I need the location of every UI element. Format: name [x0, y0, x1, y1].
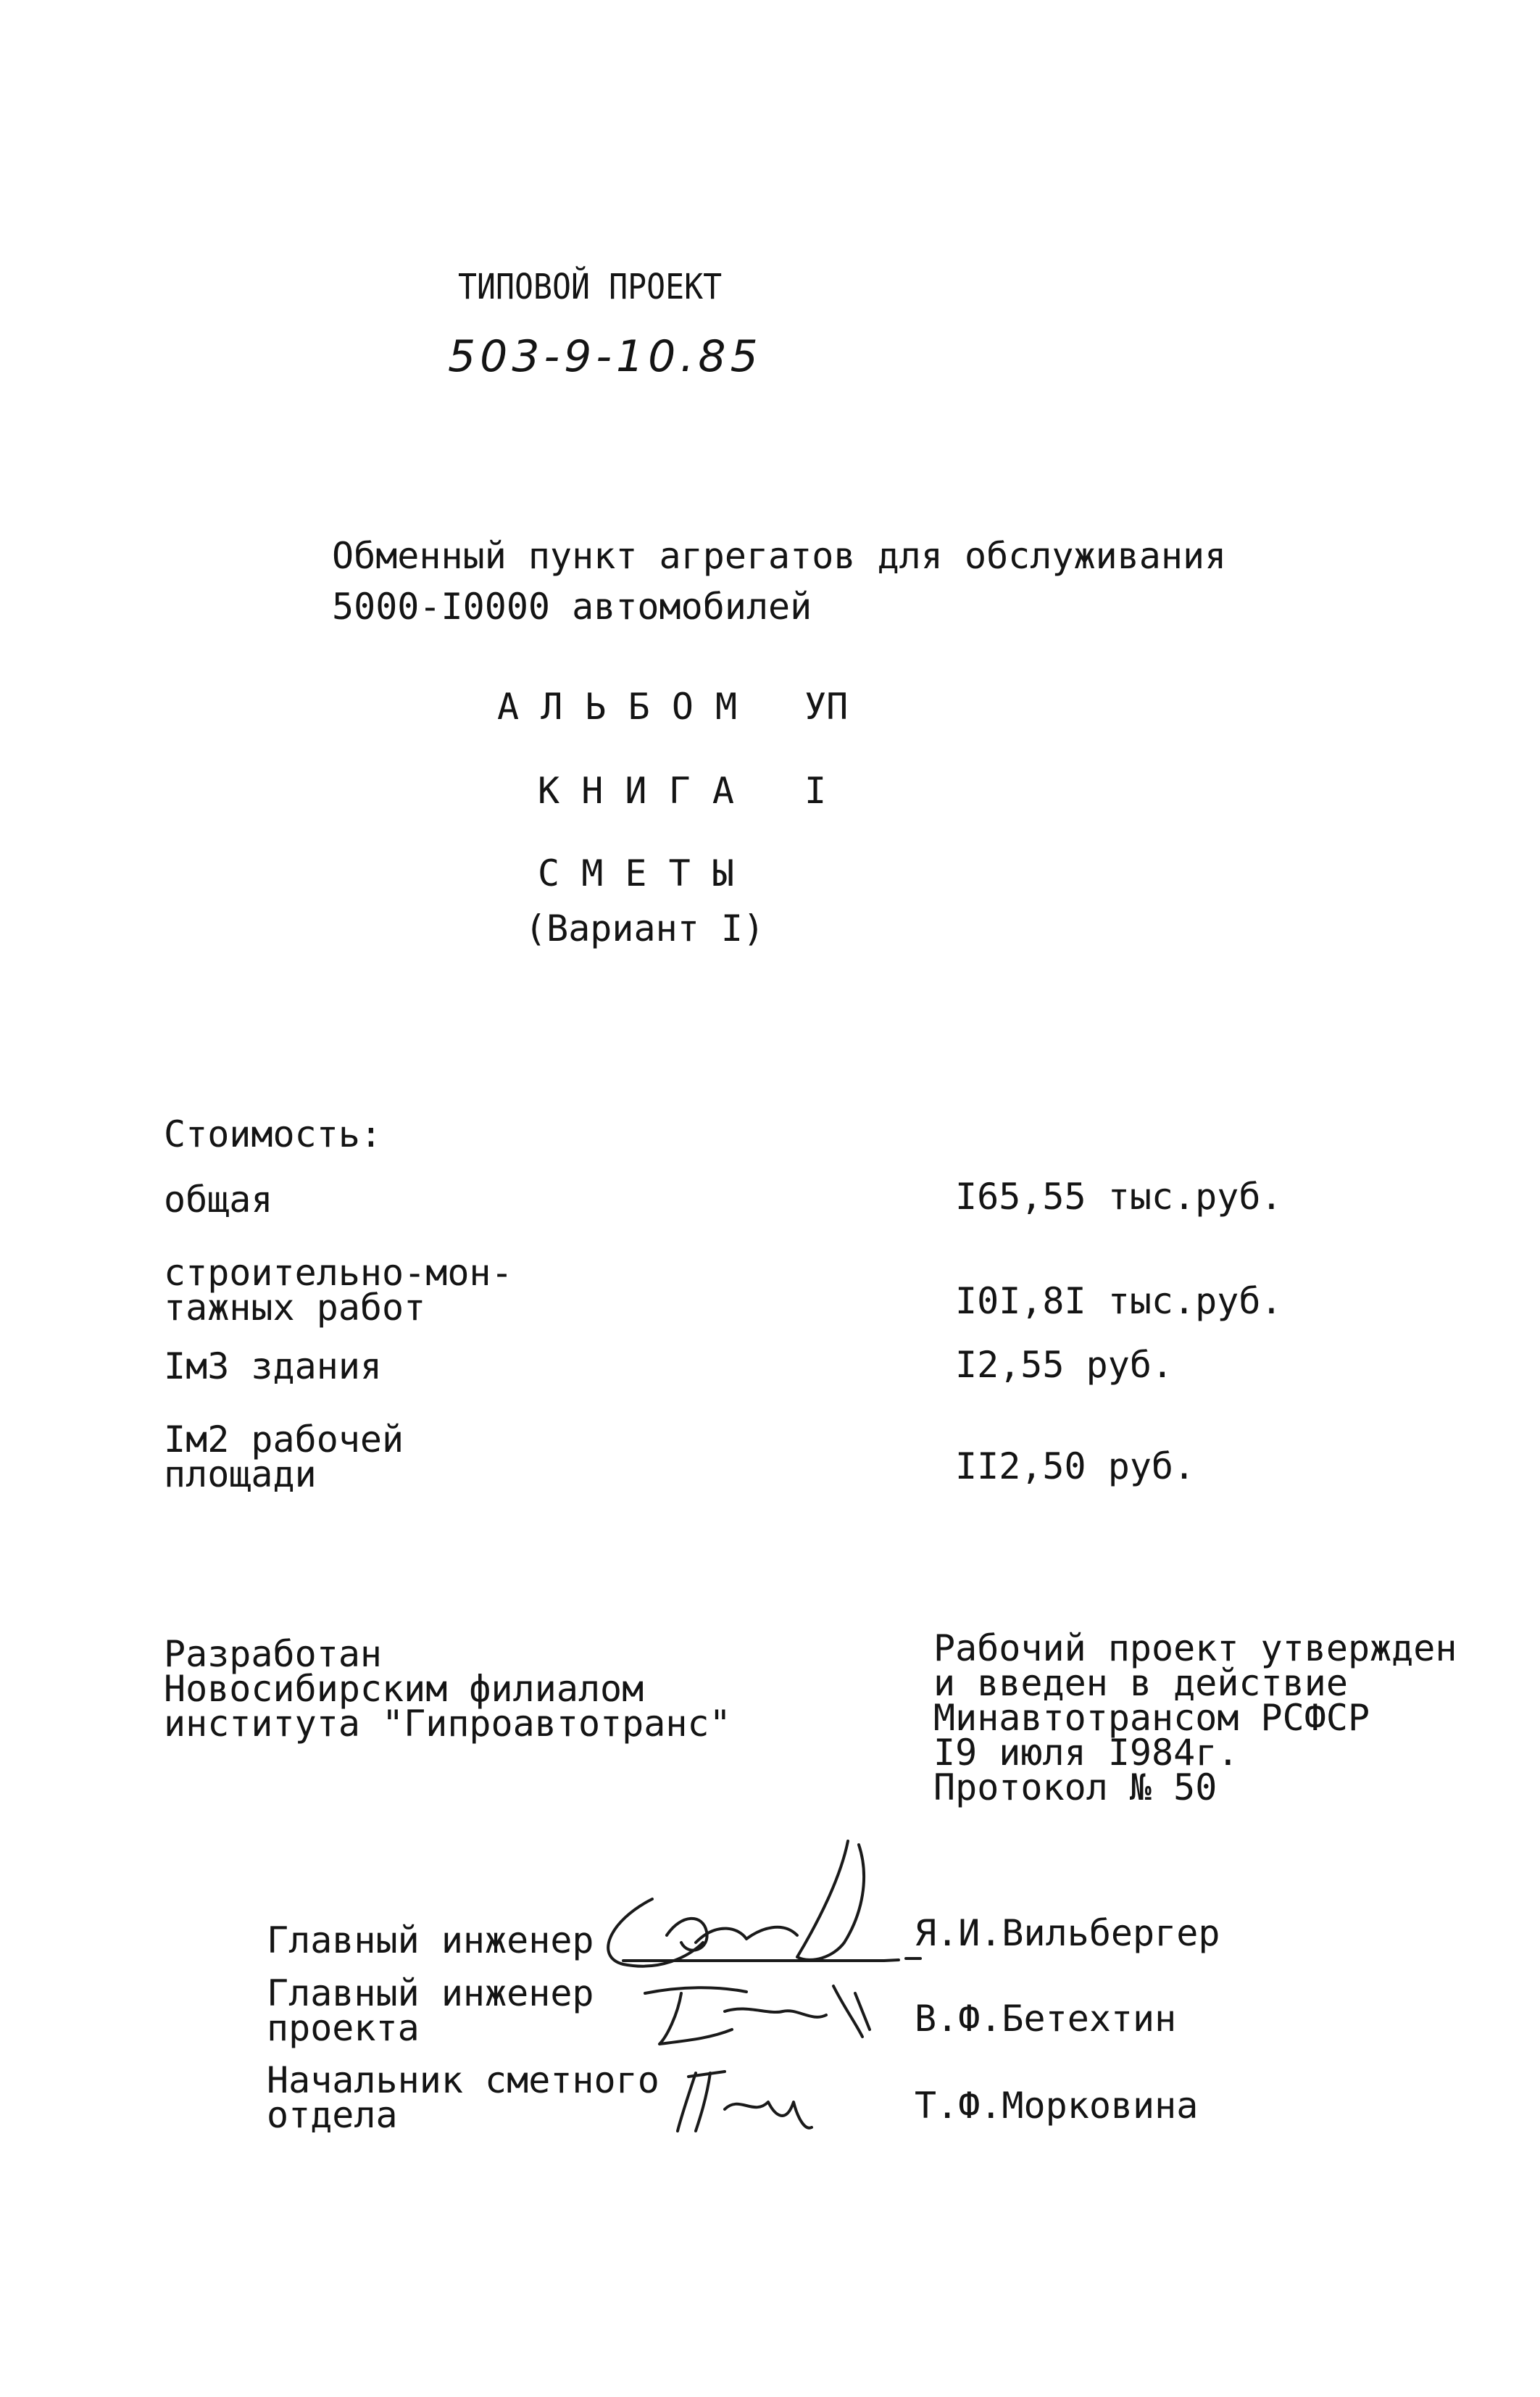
- album-label: А Л Ь Б О М: [497, 686, 738, 728]
- handwritten-signature-1: [580, 1834, 928, 1979]
- book-label: К Н И Г А: [538, 770, 734, 812]
- document-type: ТИПОВОЙ ПРОЕКТ: [458, 267, 723, 307]
- developer-block: Разработан Новосибирским филиалом института "Гипроавтотранс": [164, 1633, 731, 1745]
- signature-role-chief-engineer: Главный инженер: [267, 1919, 594, 1961]
- approval-block: Рабочий проект утвержден и введен в действие Минавтотрансом РСФСР I9 июля I984г. Протокол № 50: [933, 1627, 1457, 1808]
- project-number: 503-9-10.85: [448, 331, 762, 382]
- signature-role-head-estimate-dept: Начальник сметного отдела: [267, 2059, 659, 2136]
- signature-name-chief-engineer: Я.И.Вильбергер: [915, 1912, 1220, 1954]
- cost-label-per-m2: Iм2 рабочей площади: [164, 1418, 404, 1495]
- cost-value-per-m3: I2,55 руб.: [955, 1344, 1174, 1386]
- handwritten-signature-3: [667, 2059, 826, 2145]
- handwritten-signature-2: [638, 1972, 884, 2059]
- volume-variant: (Вариант I): [525, 907, 765, 950]
- volume-title: С М Е Т Ы: [538, 852, 734, 894]
- album-value: УП: [804, 686, 849, 728]
- signature-name-head-estimate-dept: Т.Ф.Морковина: [915, 2085, 1199, 2127]
- cost-value-construction: I0I,8I тыс.руб.: [955, 1280, 1283, 1322]
- subject-line-2: 5000-I0000 автомобилей: [332, 586, 812, 628]
- cost-value-per-m2: II2,50 руб.: [955, 1445, 1196, 1487]
- cost-heading: Стоимость:: [164, 1113, 383, 1155]
- cost-value-total: I65,55 тыс.руб.: [955, 1176, 1283, 1218]
- cost-label-construction: строительно-мон- тажных работ: [164, 1252, 513, 1329]
- cost-label-per-m3: Iм3 здания: [164, 1345, 383, 1387]
- subject-line-1: Обменный пункт агрегатов для обслуживания: [332, 535, 1227, 577]
- signature-role-chief-project-engineer: Главный инженер проекта: [267, 1972, 594, 2049]
- cost-label-total: общая: [164, 1179, 273, 1221]
- book-value: I: [804, 770, 827, 812]
- signature-name-chief-project-engineer: В.Ф.Бетехтин: [915, 1998, 1177, 2040]
